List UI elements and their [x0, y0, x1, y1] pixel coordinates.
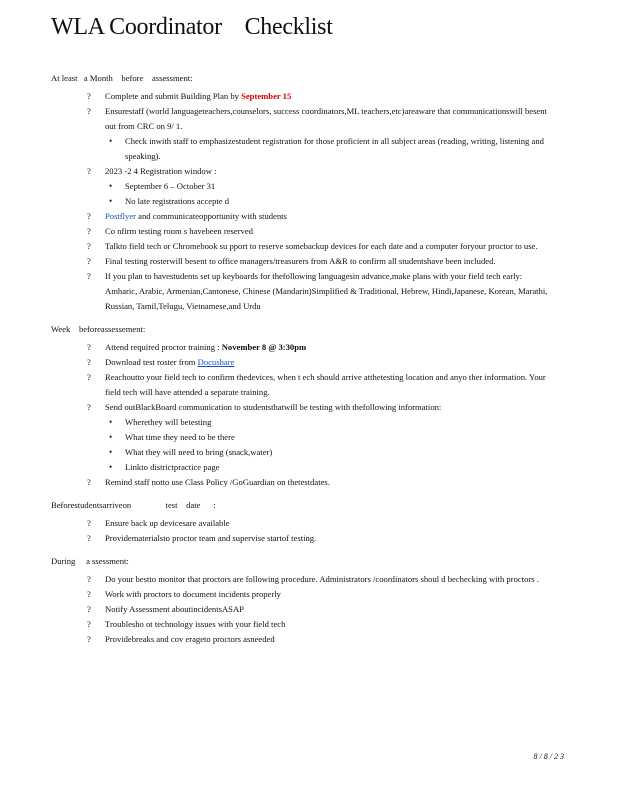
checklist-item [51, 254, 551, 269]
sub-item-text: What they will need to bring (snack,water) [125, 447, 273, 457]
bullet-list [51, 516, 551, 546]
checklist-section [51, 72, 551, 314]
checklist-item [51, 632, 551, 647]
sub-item [105, 430, 551, 445]
checklist-body [51, 72, 551, 656]
bullet-marker-icon: ? [87, 106, 91, 116]
checklist-item [51, 340, 551, 355]
checklist-item [51, 587, 551, 602]
checklist-item [51, 617, 551, 632]
deadline-highlight: September 15 [241, 91, 292, 101]
item-text: Ensurestaff (world languageteachers,counselors, success coordinators,ML teachers,etc)areaware that communicationswill besent out from CRC on 9/ 1. [105, 106, 547, 131]
section-heading: At least a Month before assessment: [51, 73, 193, 83]
bullet-marker-icon: ? [87, 574, 91, 584]
item-text: Notify Assessment aboutincidentsASAP [105, 604, 244, 614]
sub-item-text: No late registrations accepte d [125, 196, 230, 206]
checklist-item [51, 104, 551, 164]
sub-bullet-icon: • [109, 136, 113, 146]
bullet-marker-icon: ? [87, 166, 91, 176]
sub-bullet-icon: • [109, 196, 113, 206]
sub-bullet-icon: • [109, 462, 113, 472]
bullet-marker-icon: ? [87, 91, 91, 101]
item-text: Providebreaks and cov erageto proctors asneeded [105, 634, 275, 644]
date-highlight: November 8 @ 3:30pm [221, 342, 307, 352]
bullet-marker-icon: ? [87, 619, 91, 629]
bullet-marker-icon: ? [87, 357, 91, 367]
item-text: Reachoutto your field tech to confirm thedevices, when t ech should arrive atthetesting location and anyo ther information. Your field tech will have attended a separate training. [105, 372, 546, 397]
item-text: 2023 -2 4 Registration window : [105, 166, 217, 176]
sub-bullet-icon: • [109, 181, 113, 191]
sub-item [105, 179, 551, 194]
sub-bullet-list [105, 134, 551, 164]
bullet-marker-icon: ? [87, 241, 91, 251]
bullet-marker-icon: ? [87, 604, 91, 614]
item-text: Work with proctors to document incidents properly [105, 589, 281, 599]
checklist-item [51, 531, 551, 546]
checklist-item [51, 89, 551, 104]
checklist-item [51, 475, 551, 490]
item-text: Attend required proctor training : [105, 342, 222, 352]
bullet-marker-icon: ? [87, 518, 91, 528]
item-text: Do your bestto monitor that proctors are following procedure. Administrators /coordinators shoul d bechecking with proctors . [105, 574, 539, 584]
section-heading: Week beforeassessement: [51, 324, 146, 334]
checklist-item [51, 355, 551, 370]
sub-item-text: Check inwith staff to emphasizestudent registration for those proficient in all subject areas (reading, writing, listening and speaking). [125, 136, 544, 161]
checklist-item [51, 224, 551, 239]
checklist-item [51, 602, 551, 617]
item-text: Ensure back up devicesare available [105, 518, 230, 528]
item-text: Troublesho ot technology issues with your field tech [105, 619, 286, 629]
item-text: and communicateopportunity with students [136, 211, 287, 221]
checklist-item [51, 400, 551, 475]
checklist-item [51, 516, 551, 531]
sub-bullet-icon: • [109, 432, 113, 442]
sub-item-text: September 6 – October 31 [125, 181, 216, 191]
bullet-marker-icon: ? [87, 271, 91, 281]
bullet-marker-icon: ? [87, 589, 91, 599]
bullet-marker-icon: ? [87, 533, 91, 543]
sub-bullet-icon: • [109, 447, 113, 457]
bullet-marker-icon: ? [87, 372, 91, 382]
sub-item-text: What time they need to be there [125, 432, 235, 442]
checklist-item [51, 164, 551, 209]
bullet-list [51, 572, 551, 647]
checklist-item [51, 239, 551, 254]
sub-item [105, 415, 551, 430]
item-text: Final testing rosterwill besent to office managers/treasurers from A&R to confirm all studentshave been included. [105, 256, 496, 266]
bullet-marker-icon: ? [87, 342, 91, 352]
checklist-section [51, 499, 551, 546]
sub-item-text: Linkto districtpractice page [125, 462, 220, 472]
item-text: Download test roster from [105, 357, 198, 367]
checklist-item [51, 209, 551, 224]
bullet-marker-icon: ? [87, 211, 91, 221]
checklist-item [51, 572, 551, 587]
item-link[interactable]: Postflyer [105, 211, 137, 221]
item-text: Complete and submit Building Plan by [105, 91, 242, 101]
document-title: WLA Coordinator Checklist [51, 14, 333, 40]
item-text: Talkto field tech or Chromebook su pport to reserve somebackup devices for each date and a computer foryour proctor to use. [105, 241, 538, 251]
item-text: If you plan to havestudents set up keyboards for thefollowing languagesin advance,make plans with your field tech early: Amharic, Arabic, Armenian,Cantonese, Chinese (Mandarin)Simplified & Traditional, Hebrew, Hindi,Japanese, Korean, Marathi, Russian, Tamil,Telugu, Vietnamese,and Urdu [105, 271, 548, 311]
checklist-section [51, 555, 551, 647]
checklist-item [51, 269, 551, 314]
item-link[interactable]: Docushare [197, 357, 235, 367]
sub-bullet-list [105, 415, 551, 475]
sub-item [105, 134, 551, 164]
bullet-marker-icon: ? [87, 477, 91, 487]
sub-item [105, 194, 551, 209]
item-text: Providematerialsto proctor team and supervise startof testing. [105, 533, 317, 543]
sub-item-text: Wherethey will betesting [125, 417, 212, 427]
bullet-list [51, 89, 551, 314]
sub-item [105, 445, 551, 460]
bullet-marker-icon: ? [87, 634, 91, 644]
item-text: Co nfirm testing room s havebeen reserved [105, 226, 253, 236]
bullet-marker-icon: ? [87, 256, 91, 266]
sub-bullet-list [105, 179, 551, 209]
item-text: Remind staff notto use Class Policy /GoGuardian on thetestdates. [105, 477, 330, 487]
bullet-marker-icon: ? [87, 402, 91, 412]
bullet-list [51, 340, 551, 490]
section-heading: Beforestudentsarriveon test date : [51, 500, 216, 510]
checklist-section [51, 323, 551, 490]
sub-bullet-icon: • [109, 417, 113, 427]
sub-item [105, 460, 551, 475]
bullet-marker-icon: ? [87, 226, 91, 236]
section-heading: During a ssessment: [51, 556, 129, 566]
checklist-item [51, 370, 551, 400]
item-text: Send outBlackBoard communication to studentsthatwill be testing with thefollowing information: [105, 402, 442, 412]
page-footer-date: 8 / 8 / 2 3 [533, 752, 564, 761]
